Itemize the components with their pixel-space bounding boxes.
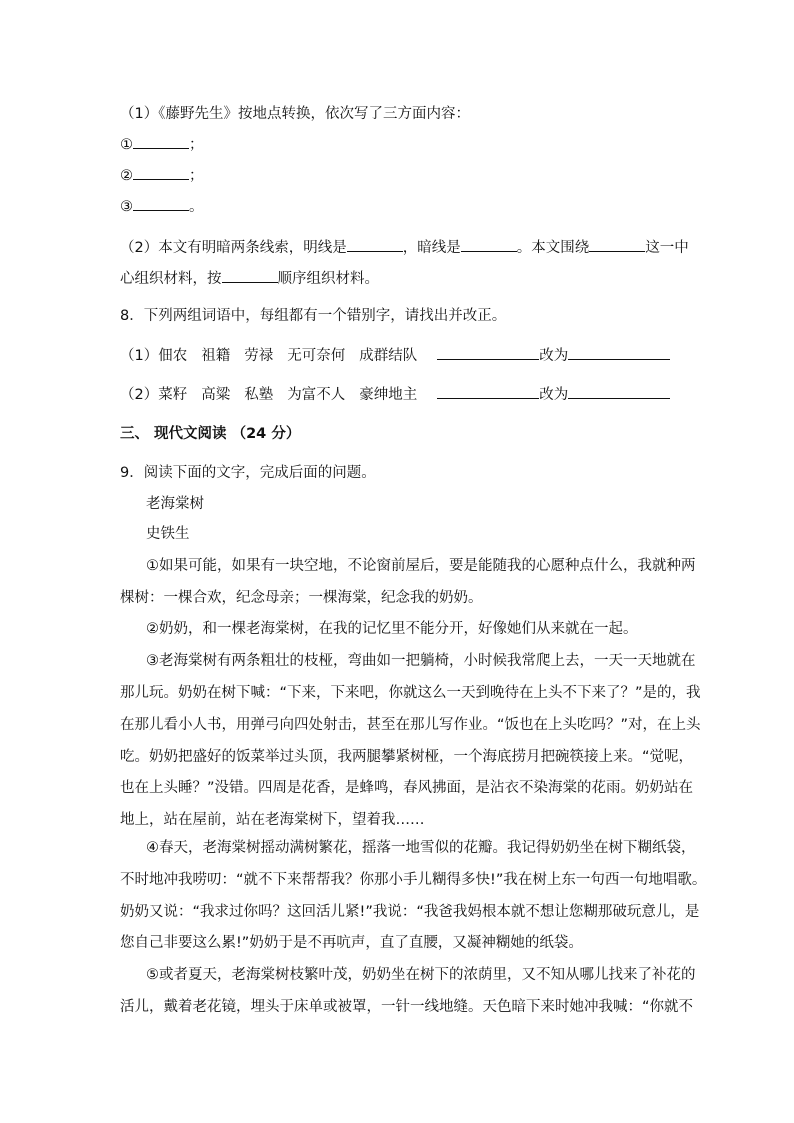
group-label: （2）: [120, 387, 159, 403]
q8-group-1: [120, 345, 670, 366]
answer-blank[interactable]: [568, 384, 670, 399]
q7-sub2-text: ，暗线是: [402, 240, 461, 256]
passage-line: 活儿，戴着老花镜，埋头于床单或被罩，一针一线地缝。天色暗下来时她冲我喊：“你就不: [120, 999, 694, 1015]
word: 为富不人: [287, 387, 346, 403]
passage-line: ④春天，老海棠树摇动满树繁花，摇落一地雪似的花瓣。我记得奶奶坐在树下糊纸袋，: [146, 840, 696, 856]
blank-end: 。: [189, 199, 204, 215]
passage-line: 在那儿看小人书，用弹弓向四处射击，甚至在那儿写作业。“饭也在上头吃吗？”对，在上头: [120, 717, 701, 733]
answer-blank[interactable]: [133, 165, 189, 180]
q7-sub2-text: 心组织材料，按: [120, 271, 222, 287]
q7-sub1-prompt: （1）《藤野先生》按地点转换，依次写了三方面内容：: [120, 106, 470, 122]
word: 无可奈何: [287, 348, 346, 364]
blank-end: ；: [189, 168, 204, 184]
word: 成群结队: [359, 348, 418, 364]
q7-sub2-text: 这一中: [645, 240, 689, 256]
blank-end: ；: [189, 137, 204, 153]
passage-line: ③老海棠树有两条粗壮的枝桠，弯曲如一把躺椅，小时候我常爬上去，一天一天地就在: [146, 653, 696, 669]
passage-line: 那儿玩。奶奶在树下喊：“下来，下来吧，你就这么一天到晚待在上头不下来了？”是的，我: [120, 685, 701, 701]
word: 祖籍: [201, 348, 231, 364]
answer-blank[interactable]: [133, 134, 189, 149]
passage-line: ①如果可能，如果有一块空地，不论窗前屋后，要是能随我的心愿种点什么，我就种两: [146, 558, 696, 574]
word: 菜籽: [158, 387, 188, 403]
passage-line: 也在上头睡？”没错。四周是花香，是蜂鸣，春风拂面，是沾衣不染海棠的花雨。奶奶站在: [120, 780, 694, 796]
q7-sub2-line2: [120, 268, 379, 289]
passage-line: 地上，站在屋前，站在老海棠树下，望着我……: [120, 812, 425, 828]
q7-sub2-line1: [120, 237, 689, 258]
q8-group-2: [120, 384, 670, 405]
answer-blank[interactable]: [461, 237, 517, 252]
word: 豪绅地主: [359, 387, 418, 403]
passage-line: ②奶奶，和一棵老海棠树，在我的记忆里不能分开，好像她们从来就在一起。: [146, 621, 638, 637]
word: 私塾: [244, 387, 274, 403]
word: 劳禄: [244, 348, 274, 364]
q9-prompt: 9．阅读下面的文字，完成后面的问题。: [120, 465, 376, 481]
passage-line: 不时地冲我唠叨：“就不下来帮帮我？你那小手儿糊得多快!”我在树上东一句西一句地唱歌。: [120, 872, 707, 888]
q7-sub2-text: 顺序组织材料。: [277, 271, 379, 287]
passage-line: 棵树：一棵合欢，纪念母亲；一棵海棠，纪念我的奶奶。: [120, 590, 483, 606]
answer-blank[interactable]: [347, 237, 403, 252]
blank-label: ③: [120, 199, 133, 215]
section-heading: 三、 现代文阅读 （24 分）: [120, 426, 301, 442]
q8-prompt: 8．下列两组词语中，每组都有一个错别字，请找出并改正。: [120, 308, 507, 324]
answer-blank[interactable]: [437, 384, 539, 399]
change-label: 改为: [539, 348, 569, 364]
passage-line: 您自己非要这么累!”奶奶于是不再吭声，直了直腰，又凝神糊她的纸袋。: [120, 935, 583, 951]
passage-line: 吃。奶奶把盛好的饭菜举过头顶，我两腿攀紧树桠，一个海底捞月把碗筷接上来。“觉呢，: [120, 749, 694, 765]
group-label: （1）: [120, 348, 159, 364]
q7-blank-row-3: [120, 196, 204, 217]
q7-blank-row-2: [120, 165, 204, 186]
change-label: 改为: [539, 387, 569, 403]
q7-sub2-text: （2）本文有明暗两条线索，明线是: [120, 240, 347, 256]
word: 佃农: [158, 348, 188, 364]
passage-title: 老海棠树: [146, 496, 204, 512]
passage-author: 史铁生: [146, 526, 190, 542]
q7-sub2-text: 。本文围绕: [516, 240, 590, 256]
answer-blank[interactable]: [568, 345, 670, 360]
q7-blank-row-1: [120, 134, 204, 155]
word: 高粱: [201, 387, 231, 403]
blank-label: ②: [120, 168, 133, 184]
answer-blank[interactable]: [222, 268, 278, 283]
blank-label: ①: [120, 137, 133, 153]
passage-line: 奶奶又说：“我求过你吗？这回活儿紧!”我说：“我爸我妈根本就不想让您糊那破玩意儿，是: [120, 904, 700, 920]
answer-blank[interactable]: [133, 196, 189, 211]
passage-line: ⑤或者夏天，老海棠树枝繁叶茂，奶奶坐在树下的浓荫里，又不知从哪儿找来了补花的: [146, 967, 696, 983]
answer-blank[interactable]: [589, 237, 645, 252]
answer-blank[interactable]: [437, 345, 539, 360]
